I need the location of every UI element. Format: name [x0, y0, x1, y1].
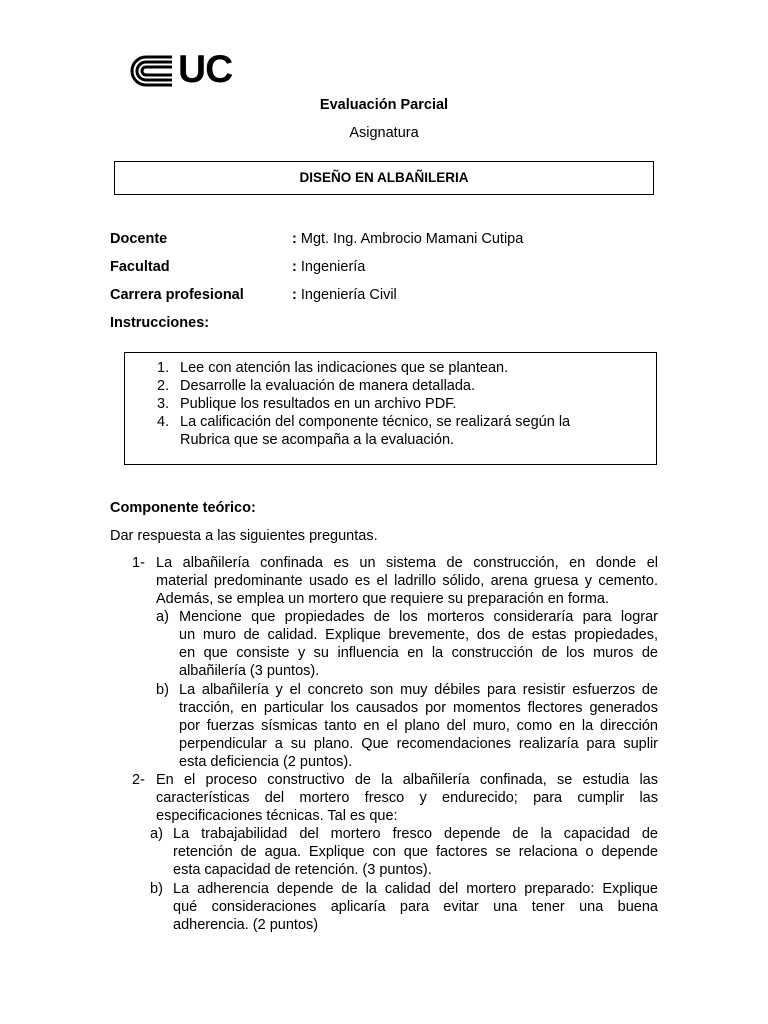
subquestion-line: en que consiste y su influencia en la construcción de los muros de [179, 645, 658, 661]
subquestion-line: Mencione que propiedades de los morteros consideraría para lograr [179, 609, 658, 625]
instruction-num: 2. [157, 378, 170, 394]
instruction-item: Publique los resultados en un archivo PDF. [180, 396, 457, 412]
question-line: especificaciones técnicas. Tal es que: [156, 808, 398, 824]
subquestion-line: tracción, en particular los causados por momentos flectores generados [179, 700, 658, 716]
facultad-name: Ingeniería [296, 259, 366, 275]
instruction-item: Desarrolle la evaluación de manera detallada. [180, 378, 476, 394]
subquestion-label: b) [150, 881, 163, 897]
subquestion-line: La albañilería y el concreto son muy débiles para resistir esfuerzos de [179, 682, 658, 698]
page-subtitle: Asignatura [349, 125, 419, 141]
instrucciones-label: Instrucciones: [110, 315, 210, 331]
section-intro: Dar respuesta a las siguientes preguntas. [110, 528, 378, 544]
subquestion-line: La adherencia depende de la calidad del mortero preparado: Explique [173, 881, 658, 897]
subquestion-label: b) [156, 682, 169, 698]
subquestion-line: La trabajabilidad del mortero fresco depende de la capacidad de [173, 826, 658, 842]
course-box: DISEÑO EN ALBAÑILERIA [114, 161, 654, 195]
subquestion-line: por fuerzas sísmicas tanto en el plano del muro, como en la dirección [179, 718, 658, 734]
instructions-box [124, 352, 657, 465]
subquestion-label: a) [156, 609, 169, 625]
question-line: material predominante usado es el ladrillo sólido, arena gruesa y cemento. [156, 573, 658, 589]
docente-label: Docente [110, 231, 168, 247]
subquestion-line: un muro de calidad. Explique brevemente, dos de estas propiedades, [179, 627, 658, 643]
logo-text: UC [178, 48, 233, 91]
subquestion-line: perpendicular a su plano. Que recomendaciones realizaría para suplir [179, 736, 658, 752]
instruction-item: La calificación del componente técnico, se realizará según la [180, 414, 571, 430]
carrera-name: Ingeniería Civil [296, 287, 397, 303]
question-line: Además, se emplea un mortero que requiere su preparación en forma. [156, 591, 609, 607]
facultad-value: : Ingeniería [292, 259, 366, 275]
page-title: Evaluación Parcial [319, 97, 449, 113]
section-title: Componente teórico: [110, 500, 256, 516]
question-line: características del mortero fresco y endurecido; para cumplir las [156, 790, 658, 806]
uc-logo-mark-icon [128, 54, 178, 88]
instruction-num: 3. [157, 396, 170, 412]
subquestion-label: a) [150, 826, 163, 842]
uc-logo [128, 48, 244, 91]
subquestion-line: qué consideraciones aplicaría para evitar una tener una buena [173, 899, 658, 915]
question-line: La albañilería confinada es un sistema de construcción, en donde el [156, 555, 658, 571]
subquestion-line: adherencia. (2 puntos) [173, 917, 319, 933]
subquestion-line: albañilería (3 puntos). [179, 663, 320, 679]
question-number: 1- [132, 555, 145, 571]
subquestion-line: retención de agua. Explique con que factores se relaciona o depende [173, 844, 658, 860]
question-line: En el proceso constructivo de la albañilería confinada, se estudia las [156, 772, 658, 788]
subquestion-line: esta capacidad de retención. (3 puntos). [173, 862, 432, 878]
question-number: 2- [132, 772, 145, 788]
carrera-label: Carrera profesional [110, 287, 244, 303]
docente-name: Mgt. Ing. Ambrocio Mamani Cutipa [296, 231, 524, 247]
docente-value: : Mgt. Ing. Ambrocio Mamani Cutipa [292, 231, 524, 247]
carrera-value: : Ingeniería Civil [292, 287, 397, 303]
instruction-num: 4. [157, 414, 170, 430]
instruction-num: 1. [157, 360, 170, 376]
instruction-item-continued: Rubrica que se acompaña a la evaluación. [180, 432, 455, 448]
instruction-item: Lee con atención las indicaciones que se plantean. [180, 360, 509, 376]
subquestion-line: esta deficiencia (2 puntos). [179, 754, 353, 770]
facultad-label: Facultad [110, 259, 170, 275]
